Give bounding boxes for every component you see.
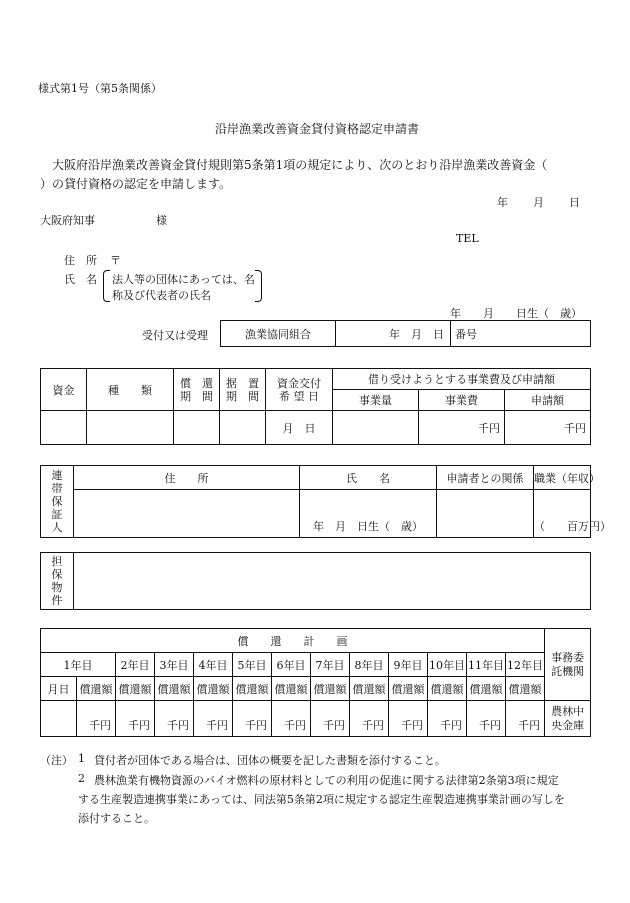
repay-plan-title: 償 還 計 画 [41,629,545,653]
year-5: 5年目 [233,653,272,677]
repay-cell-11[interactable]: 千円 [467,701,506,737]
repay-cell-4[interactable]: 千円 [194,701,233,737]
col-borrow-group: 借り受けようとする事業費及び申請額 [333,369,591,390]
col-relation: 申請者との関係 [437,466,534,490]
note-2-number: 2 [78,772,85,785]
year-11: 11年目 [467,653,506,677]
col-delivery-1: 資金交付 [277,376,321,390]
month-day-cell[interactable] [41,701,77,737]
postal-mark: 〒 [110,254,121,267]
repay-amount-header-5: 償還額 [233,677,272,701]
body-text-line2: ）の貸付資格の認定を申請します。 [40,177,232,191]
name-note-line1: 法人等の団体にあっては、名 [112,273,255,286]
repay-amount-header-4: 償還額 [194,677,233,701]
repay-cell-2[interactable]: 千円 [116,701,155,737]
bracket-right [255,270,262,302]
form-title: 沿岸漁業改善資金貸付資格認定申請書 [215,122,420,136]
repay-amount-header-10: 償還額 [428,677,467,701]
name-label: 氏 名 [64,273,97,286]
year-1: 1年目 [41,653,116,677]
repay-amount-header-6: 償還額 [272,677,311,701]
col-repay-period [174,369,220,411]
address-label: 住 所 [64,254,97,267]
repay-cell-6[interactable]: 千円 [272,701,311,737]
note-2-line1: 農林漁業有機物資源のバイオ燃料の原材料としての利用の促進に関する法律第2条第3項に規定 [94,774,559,787]
col-repay-period-1: 償 還 [180,376,213,390]
year-4: 4年目 [194,653,233,677]
repay-amount-header-1: 償還額 [77,677,116,701]
repay-cell-9[interactable]: 千円 [389,701,428,737]
guarantor-side-label: 連帯保証人 [41,466,74,538]
fund-cell[interactable] [41,411,87,445]
repay-cell-8[interactable]: 千円 [350,701,389,737]
repay-amount-header-8: 償還額 [350,677,389,701]
repay-amount-header-11: 償還額 [467,677,506,701]
col-grace-2: 期 間 [226,389,259,403]
reception-label: 受付又は受理 [142,329,208,342]
body-text-line1: 大阪府沿岸漁業改善資金貸付規則第5条第1項の規定により、次のとおり沿岸漁業改善資金（ [52,158,548,172]
col-grace-1: 据 置 [226,376,259,390]
form-number: 様式第1号（第5条関係） [38,82,162,95]
col-cost: 事業費 [419,390,505,411]
col-guarantor-name: 氏 名 [300,466,437,490]
fund-table [40,368,591,445]
repay-cell-12[interactable]: 千円 [506,701,545,737]
guarantor-address-cell[interactable] [74,490,300,538]
year-12: 12年目 [506,653,545,677]
note-1-text: 貸付者が団体である場合は、団体の概要を記した書類を添付すること。 [94,754,446,767]
year-8: 8年目 [350,653,389,677]
volume-cell[interactable] [333,411,419,445]
repay-cell-3[interactable]: 千円 [155,701,194,737]
col-delivery-2: 希 望 日 [279,389,319,403]
date-month: 月 [533,196,544,209]
delivery-date-cell[interactable]: 月 日 [266,411,333,445]
office-label: 事務委託機関 [545,629,591,701]
addressee: 大阪府知事 [40,214,95,227]
repay-amount-header-3: 償還額 [155,677,194,701]
repay-amount-header-7: 償還額 [311,677,350,701]
bracket-left [103,270,110,302]
notes-prefix: （注） [40,754,73,767]
year-7: 7年目 [311,653,350,677]
month-day-header: 月日 [41,677,77,701]
tel-label: TEL [456,232,479,245]
repay-cell-1[interactable]: 千円 [77,701,116,737]
note-2-line2: する生産製造連携事業にあっては、同法第5条第2項に規定する認定生産製造連携事業計画の写しを [78,793,565,806]
repay-amount-header-12: 償還額 [506,677,545,701]
col-amount: 申請額 [505,390,591,411]
note-1-number: 1 [78,752,85,765]
collateral-table [40,552,591,610]
type-cell[interactable] [87,411,174,445]
col-delivery [266,369,333,411]
col-volume: 事業量 [333,390,419,411]
addressee-honorific: 様 [156,214,167,227]
collateral-side-label: 担保物件 [41,553,74,610]
repay-cell-5[interactable]: 千円 [233,701,272,737]
year-2: 2年目 [116,653,155,677]
year-3: 3年目 [155,653,194,677]
repay-period-cell[interactable] [174,411,220,445]
reception-date: 年 月 日 [336,321,451,347]
col-job: 職業（年収） [534,466,591,490]
cost-cell[interactable]: 千円 [419,411,505,445]
col-grace [220,369,266,411]
repay-cell-7[interactable]: 千円 [311,701,350,737]
applicant-birth: 年 月 日生（ 歳） [450,307,582,320]
name-note-line2: 称及び代表者の氏名 [112,289,211,302]
col-repay-period-2: 期 間 [180,389,213,403]
office-value: 農林中央金庫 [545,701,591,737]
year-6: 6年目 [272,653,311,677]
reception-table [220,320,591,347]
relation-cell[interactable] [437,490,534,538]
repay-amount-header-9: 償還額 [389,677,428,701]
col-type: 種 類 [87,369,174,411]
collateral-cell[interactable] [74,553,591,610]
repay-cell-10[interactable]: 千円 [428,701,467,737]
year-10: 10年目 [428,653,467,677]
repay-plan-table [40,628,591,737]
col-guarantor-address: 住 所 [74,466,300,490]
guarantor-birth-cell[interactable]: 年 月 日生（ 歳） [300,490,437,538]
repay-amount-header-2: 償還額 [116,677,155,701]
reception-number: 番号 [451,321,591,347]
note-2-line3: 添付すること。 [78,812,155,825]
year-9: 9年目 [389,653,428,677]
guarantor-table [40,465,611,538]
amount-cell[interactable]: 千円 [505,411,591,445]
reception-union: 漁業協同組合 [221,321,336,347]
col-fund: 資金 [41,369,87,411]
job-income-cell[interactable]: （ 百万円） [534,490,591,538]
grace-cell[interactable] [220,411,266,445]
date-year: 年 [497,196,508,209]
date-day: 日 [569,196,580,209]
